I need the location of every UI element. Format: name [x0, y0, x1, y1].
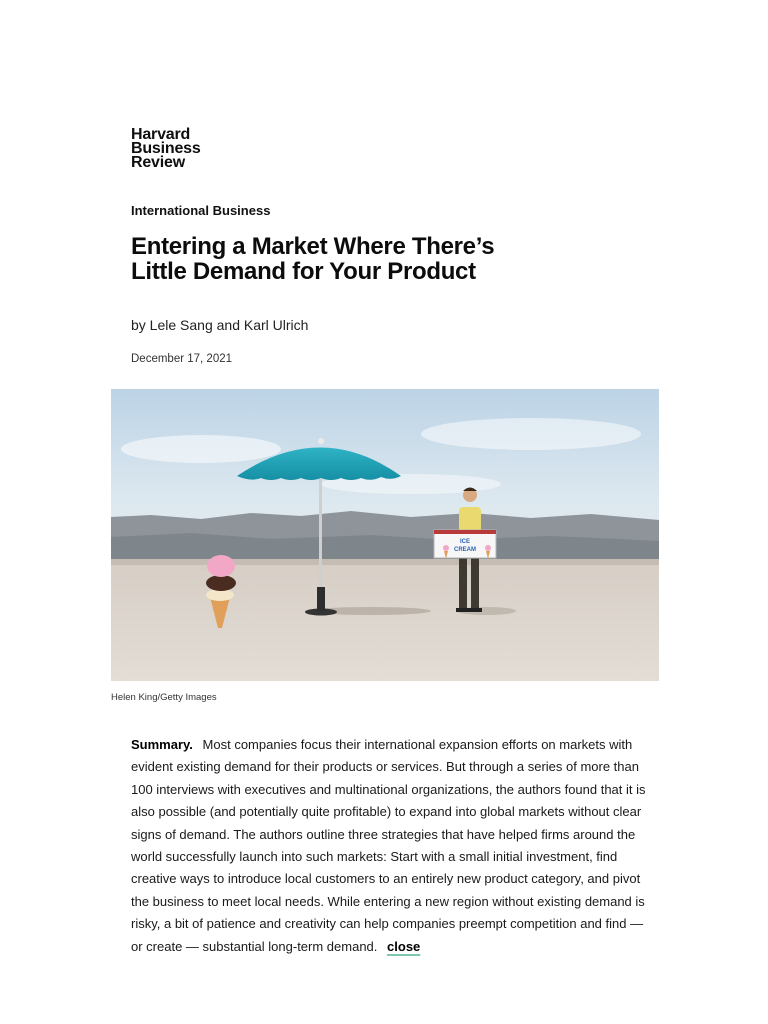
article-title: Entering a Market Where There’s Little Demand for Your Product: [131, 233, 495, 285]
article-summary: [131, 734, 647, 958]
logo-line-business: Business: [131, 140, 201, 157]
hero-image: [111, 389, 659, 681]
logo-line-review: Review: [131, 154, 185, 171]
hbr-logo[interactable]: [131, 128, 201, 170]
publication-date: December 17, 2021: [131, 353, 233, 365]
close-summary-link[interactable]: close: [387, 938, 421, 954]
box-text-ice: ICE: [459, 539, 471, 545]
article-byline: by Lele Sang and Karl Ulrich: [131, 317, 309, 333]
box-text-cream: CREAM: [454, 547, 476, 553]
logo-line-harvard: Harvard: [131, 126, 191, 143]
image-credit: Helen King/Getty Images: [111, 692, 217, 703]
summary-text: Most companies focus their international expansion efforts on markets with evident existing demand for their products or services. But through a series of more than 100 interviews with executives and multinational organizations, the authors found that it is also possible (and potentially quite profitable) to expand into global markets without clear signs of demand. The authors outline three strategies that have helped firms around the world successfully launch into such markets: Start with a small initial investment, find creative ways to introduce local customers to an entirely new product category, and pivot the business to meet local needs. While entering a new region without existing demand is risky, a bit of patience and creativity can help companies preempt competition and find — or create — substantial long-term demand.: [131, 737, 646, 954]
topic-label[interactable]: International Business: [131, 203, 271, 218]
summary-label: Summary.: [131, 737, 193, 752]
